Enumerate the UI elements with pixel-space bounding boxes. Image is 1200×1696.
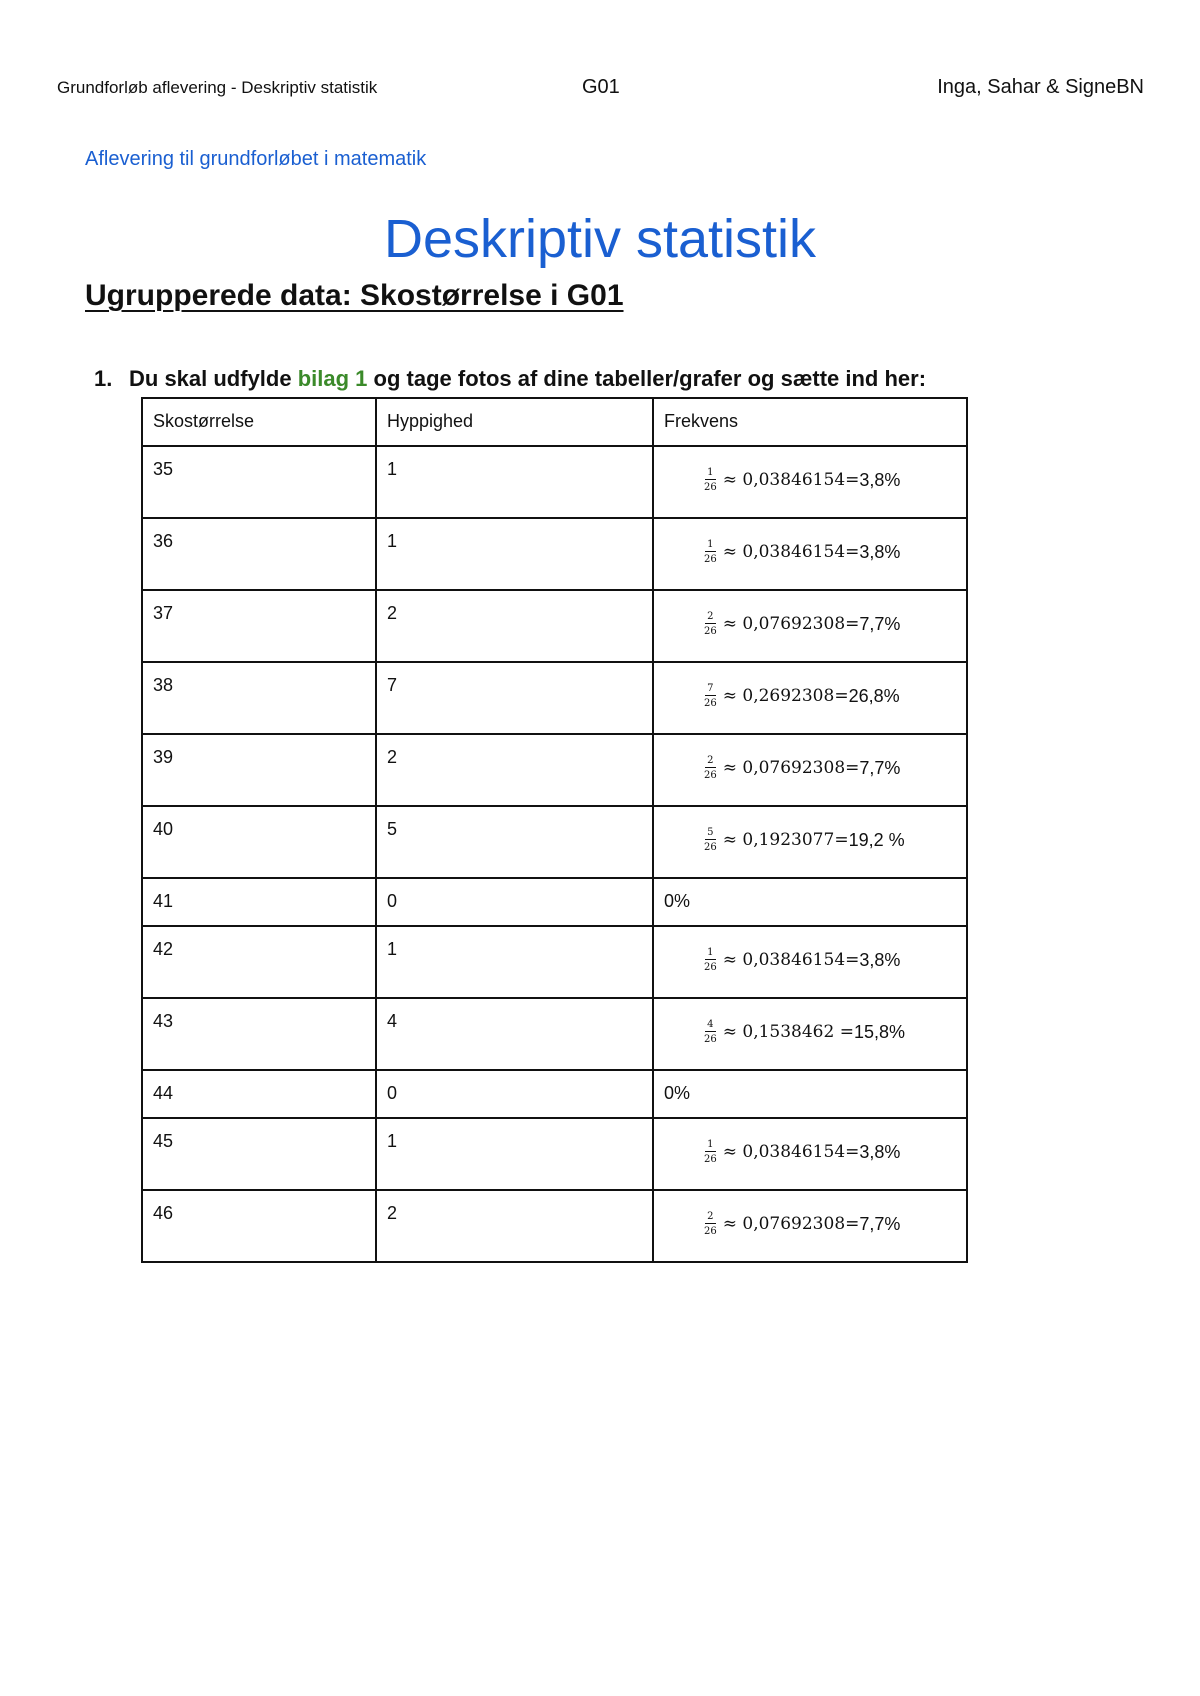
table-body (142, 446, 967, 1262)
cell-skostorrelse: 37 (142, 590, 376, 662)
header-document-title: Grundforløb aflevering - Deskriptiv statistik (57, 78, 378, 97)
fraction (704, 827, 717, 853)
cell-hyppighed: 4 (376, 998, 653, 1070)
frequency-table (141, 397, 968, 1263)
cell-skostorrelse: 44 (142, 1070, 376, 1118)
frekvens-value (704, 827, 905, 853)
fraction-numerator: 1 (707, 539, 714, 550)
decimal-value: ≈ 0,07692308= (722, 758, 860, 778)
decimal-value: ≈ 0,03846154= (722, 542, 860, 562)
fraction-numerator: 1 (707, 947, 714, 958)
cell-skostorrelse: 45 (142, 1118, 376, 1190)
cell-skostorrelse: 39 (142, 734, 376, 806)
cell-hyppighed: 1 (376, 446, 653, 518)
cell-frekvens (653, 734, 967, 806)
decimal-value: ≈ 0,1538462 = (722, 1022, 854, 1042)
percent-value: 3,8% (859, 469, 901, 490)
cell-skostorrelse: 43 (142, 998, 376, 1070)
cell-hyppighed: 2 (376, 734, 653, 806)
percent-value: 19,2 % (848, 829, 905, 850)
fraction-numerator: 1 (707, 467, 714, 478)
fraction-denominator: 26 (704, 1034, 717, 1045)
fraction (704, 755, 717, 781)
task-instruction (94, 366, 926, 392)
cell-hyppighed: 5 (376, 806, 653, 878)
percent-value: 15,8% (853, 1021, 906, 1042)
table-row (142, 518, 967, 590)
header-class-name: G01 (582, 76, 620, 98)
table-row (142, 878, 967, 926)
cell-hyppighed: 7 (376, 662, 653, 734)
cell-frekvens (653, 878, 967, 926)
frekvens-value (704, 947, 900, 973)
decimal-value: ≈ 0,2692308= (722, 686, 849, 706)
cell-frekvens (653, 662, 967, 734)
fraction (704, 1211, 717, 1237)
decimal-value: ≈ 0,07692308= (722, 614, 860, 634)
fraction-numerator: 1 (707, 1139, 714, 1150)
percent-value: 7,7% (859, 613, 901, 634)
fraction-numerator: 2 (707, 755, 714, 766)
table-row (142, 998, 967, 1070)
fraction-numerator: 2 (707, 611, 714, 622)
fraction-denominator: 26 (704, 842, 717, 853)
decimal-value: ≈ 0,03846154= (722, 1142, 860, 1162)
header-skostorrelse: Skostørrelse (142, 398, 376, 446)
fraction-denominator: 26 (704, 1154, 717, 1165)
cell-hyppighed: 0 (376, 1070, 653, 1118)
frekvens-value (704, 1139, 900, 1165)
table-row (142, 446, 967, 518)
task-highlight-bilag: bilag 1 (297, 366, 368, 391)
section-heading: Ugrupperede data: Skostørrelse i G01 (85, 279, 624, 312)
task-number: 1. (94, 366, 113, 391)
table-row (142, 590, 967, 662)
frekvens-value: 0% (664, 1083, 691, 1103)
frekvens-value (704, 683, 900, 709)
percent-value: 7,7% (859, 757, 901, 778)
table-row (142, 1070, 967, 1118)
cell-hyppighed: 0 (376, 878, 653, 926)
table-row (142, 734, 967, 806)
percent-value: 7,7% (859, 1213, 901, 1234)
cell-frekvens (653, 806, 967, 878)
table-header-row (142, 398, 967, 446)
cell-hyppighed: 1 (376, 518, 653, 590)
cell-frekvens (653, 446, 967, 518)
decimal-value: ≈ 0,1923077= (722, 830, 849, 850)
cell-skostorrelse: 36 (142, 518, 376, 590)
cell-skostorrelse: 38 (142, 662, 376, 734)
fraction-denominator: 26 (704, 698, 717, 709)
cell-frekvens (653, 926, 967, 998)
frekvens-value (704, 611, 900, 637)
percent-value: 3,8% (859, 1141, 901, 1162)
table-row (142, 1190, 967, 1262)
fraction-numerator: 2 (707, 1211, 714, 1222)
header-hyppighed: Hyppighed (376, 398, 653, 446)
fraction (704, 1019, 717, 1045)
frekvens-value (704, 1019, 905, 1045)
percent-value: 3,8% (859, 949, 901, 970)
cell-hyppighed: 2 (376, 590, 653, 662)
frekvens-value: 0% (664, 891, 691, 911)
fraction-numerator: 5 (707, 827, 714, 838)
cell-hyppighed: 1 (376, 1118, 653, 1190)
task-text-after: og tage fotos af dine tabeller/grafer og sætte ind her: (373, 366, 927, 391)
frekvens-value (704, 755, 900, 781)
frekvens-value (704, 467, 900, 493)
table-row (142, 806, 967, 878)
cell-hyppighed: 2 (376, 1190, 653, 1262)
fraction-denominator: 26 (704, 482, 717, 493)
page-subtitle: Aflevering til grundforløbet i matematik (85, 148, 427, 170)
header-authors: Inga, Sahar & SigneBN (937, 76, 1144, 98)
cell-skostorrelse: 40 (142, 806, 376, 878)
table-row (142, 662, 967, 734)
fraction-numerator: 4 (707, 1019, 714, 1030)
fraction-denominator: 26 (704, 554, 717, 565)
fraction (704, 467, 717, 493)
fraction (704, 611, 717, 637)
cell-frekvens (653, 1118, 967, 1190)
fraction-denominator: 26 (704, 770, 717, 781)
frekvens-value (704, 539, 900, 565)
cell-frekvens (653, 998, 967, 1070)
cell-frekvens (653, 1070, 967, 1118)
cell-skostorrelse: 35 (142, 446, 376, 518)
header-frekvens: Frekvens (653, 398, 967, 446)
fraction-denominator: 26 (704, 1226, 717, 1237)
fraction (704, 1139, 717, 1165)
fraction-numerator: 7 (707, 683, 714, 694)
task-text-before: Du skal udfylde (129, 366, 292, 391)
fraction-denominator: 26 (704, 626, 717, 637)
cell-frekvens (653, 518, 967, 590)
decimal-value: ≈ 0,03846154= (722, 950, 860, 970)
cell-frekvens (653, 590, 967, 662)
fraction-denominator: 26 (704, 962, 717, 973)
table-row (142, 1118, 967, 1190)
page-title: Deskriptiv statistik (383, 209, 817, 269)
cell-skostorrelse: 42 (142, 926, 376, 998)
percent-value: 3,8% (859, 541, 901, 562)
percent-value: 26,8% (848, 685, 900, 706)
fraction (704, 683, 717, 709)
decimal-value: ≈ 0,07692308= (722, 1214, 860, 1234)
cell-skostorrelse: 41 (142, 878, 376, 926)
cell-frekvens (653, 1190, 967, 1262)
frekvens-value (704, 1211, 900, 1237)
cell-skostorrelse: 46 (142, 1190, 376, 1262)
fraction (704, 539, 717, 565)
table-row (142, 926, 967, 998)
fraction (704, 947, 717, 973)
decimal-value: ≈ 0,03846154= (722, 470, 860, 490)
cell-hyppighed: 1 (376, 926, 653, 998)
